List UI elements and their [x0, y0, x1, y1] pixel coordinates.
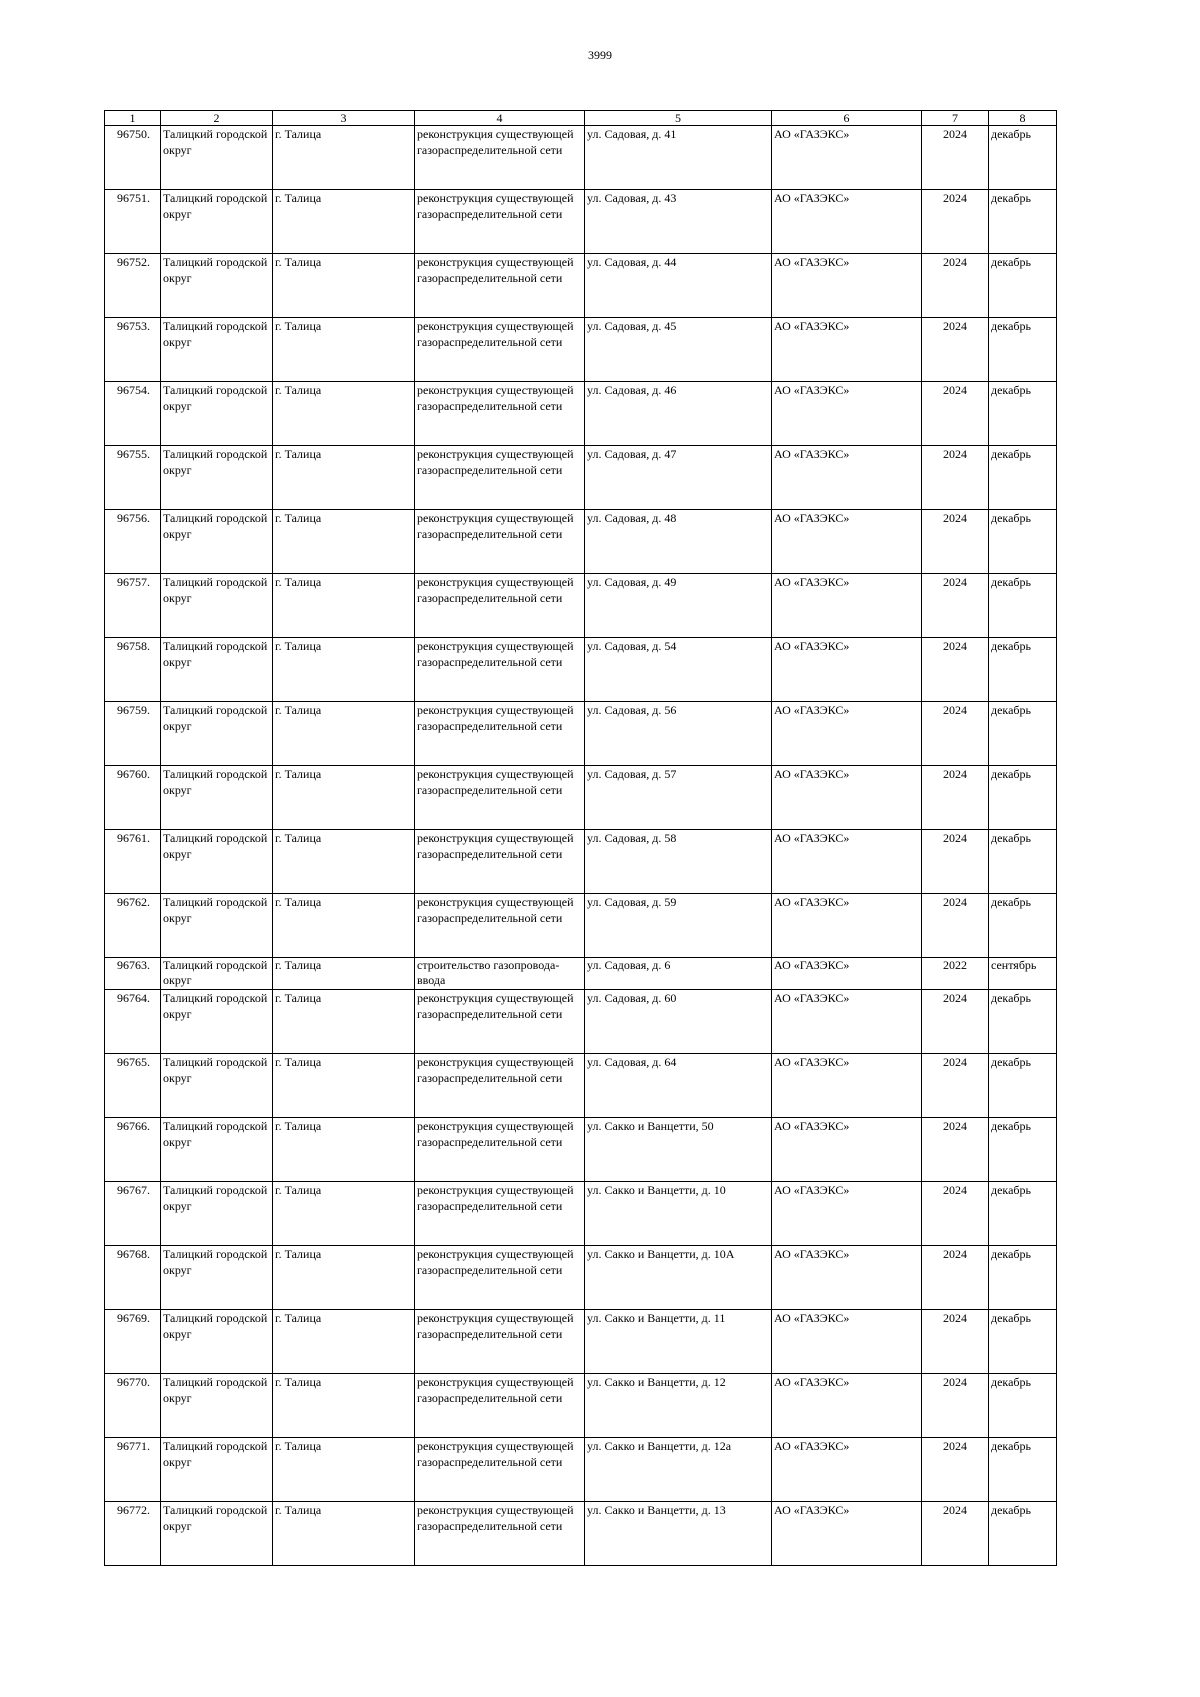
district-cell: Талицкий городской округ [161, 766, 273, 830]
work-type-cell: реконструкция существующей газораспределительной сети [415, 830, 585, 894]
organization-cell: АО «ГАЗЭКС» [772, 638, 922, 702]
row-number-cell: 96754. [105, 382, 161, 446]
row-number-cell: 96765. [105, 1054, 161, 1118]
table-row [105, 894, 1057, 958]
month-cell: декабрь [989, 382, 1057, 446]
locality-cell: г. Талица [273, 1438, 415, 1502]
month-cell: декабрь [989, 1438, 1057, 1502]
organization-cell: АО «ГАЗЭКС» [772, 1118, 922, 1182]
work-type-cell: реконструкция существующей газораспределительной сети [415, 638, 585, 702]
row-number-cell: 96766. [105, 1118, 161, 1182]
organization-cell: АО «ГАЗЭКС» [772, 318, 922, 382]
locality-cell: г. Талица [273, 126, 415, 190]
district-cell: Талицкий городской округ [161, 446, 273, 510]
row-number-cell: 96760. [105, 766, 161, 830]
row-number-cell: 96752. [105, 254, 161, 318]
address-cell: ул. Садовая, д. 59 [585, 894, 772, 958]
organization-cell: АО «ГАЗЭКС» [772, 894, 922, 958]
year-cell: 2024 [922, 1054, 989, 1118]
month-cell: декабрь [989, 318, 1057, 382]
year-cell: 2022 [922, 958, 989, 990]
work-type-cell: реконструкция существующей газораспределительной сети [415, 254, 585, 318]
work-type-cell: реконструкция существующей газораспределительной сети [415, 510, 585, 574]
table-row [105, 1054, 1057, 1118]
table-row [105, 638, 1057, 702]
locality-cell: г. Талица [273, 318, 415, 382]
district-cell: Талицкий городской округ [161, 126, 273, 190]
table-row [105, 766, 1057, 830]
district-cell: Талицкий городской округ [161, 958, 273, 990]
locality-cell: г. Талица [273, 1182, 415, 1246]
address-cell: ул. Садовая, д. 54 [585, 638, 772, 702]
year-cell: 2024 [922, 1246, 989, 1310]
organization-cell: АО «ГАЗЭКС» [772, 702, 922, 766]
row-number-cell: 96767. [105, 1182, 161, 1246]
district-cell: Талицкий городской округ [161, 1310, 273, 1374]
district-cell: Талицкий городской округ [161, 1118, 273, 1182]
organization-cell: АО «ГАЗЭКС» [772, 254, 922, 318]
organization-cell: АО «ГАЗЭКС» [772, 1182, 922, 1246]
table-row [105, 510, 1057, 574]
work-type-cell: реконструкция существующей газораспределительной сети [415, 1310, 585, 1374]
organization-cell: АО «ГАЗЭКС» [772, 958, 922, 990]
work-type-cell: реконструкция существующей газораспределительной сети [415, 446, 585, 510]
organization-cell: АО «ГАЗЭКС» [772, 1502, 922, 1566]
work-type-cell: реконструкция существующей газораспределительной сети [415, 766, 585, 830]
year-cell: 2024 [922, 990, 989, 1054]
month-cell: декабрь [989, 1118, 1057, 1182]
work-type-cell: реконструкция существующей газораспределительной сети [415, 1182, 585, 1246]
address-cell: ул. Садовая, д. 6 [585, 958, 772, 990]
district-cell: Талицкий городской округ [161, 830, 273, 894]
year-cell: 2024 [922, 702, 989, 766]
address-cell: ул. Сакко и Ванцетти, д. 10А [585, 1246, 772, 1310]
address-cell: ул. Садовая, д. 57 [585, 766, 772, 830]
organization-cell: АО «ГАЗЭКС» [772, 990, 922, 1054]
month-cell: декабрь [989, 1502, 1057, 1566]
address-cell: ул. Садовая, д. 58 [585, 830, 772, 894]
page-number: 3999 [588, 48, 612, 62]
address-cell: ул. Садовая, д. 41 [585, 126, 772, 190]
district-cell: Талицкий городской округ [161, 190, 273, 254]
district-cell: Талицкий городской округ [161, 1502, 273, 1566]
district-cell: Талицкий городской округ [161, 510, 273, 574]
year-cell: 2024 [922, 638, 989, 702]
month-cell: декабрь [989, 510, 1057, 574]
address-cell: ул. Садовая, д. 64 [585, 1054, 772, 1118]
row-number-cell: 96772. [105, 1502, 161, 1566]
year-cell: 2024 [922, 1374, 989, 1438]
column-header: 1 [105, 111, 161, 126]
work-type-cell: реконструкция существующей газораспределительной сети [415, 382, 585, 446]
table-row [105, 958, 1057, 990]
table-row [105, 574, 1057, 638]
work-type-cell: реконструкция существующей газораспределительной сети [415, 894, 585, 958]
table-body [105, 126, 1057, 1566]
work-type-cell: реконструкция существующей газораспределительной сети [415, 1054, 585, 1118]
month-cell: декабрь [989, 702, 1057, 766]
address-cell: ул. Садовая, д. 49 [585, 574, 772, 638]
district-cell: Талицкий городской округ [161, 1438, 273, 1502]
locality-cell: г. Талица [273, 990, 415, 1054]
row-number-cell: 96753. [105, 318, 161, 382]
district-cell: Талицкий городской округ [161, 1182, 273, 1246]
row-number-cell: 96771. [105, 1438, 161, 1502]
address-cell: ул. Садовая, д. 48 [585, 510, 772, 574]
district-cell: Талицкий городской округ [161, 574, 273, 638]
locality-cell: г. Талица [273, 1310, 415, 1374]
address-cell: ул. Садовая, д. 45 [585, 318, 772, 382]
organization-cell: АО «ГАЗЭКС» [772, 382, 922, 446]
table-row [105, 254, 1057, 318]
table-row [105, 702, 1057, 766]
locality-cell: г. Талица [273, 766, 415, 830]
district-cell: Талицкий городской округ [161, 1374, 273, 1438]
year-cell: 2024 [922, 574, 989, 638]
table-row [105, 190, 1057, 254]
work-type-cell: реконструкция существующей газораспределительной сети [415, 126, 585, 190]
year-cell: 2024 [922, 126, 989, 190]
organization-cell: АО «ГАЗЭКС» [772, 1246, 922, 1310]
row-number-cell: 96769. [105, 1310, 161, 1374]
month-cell: декабрь [989, 574, 1057, 638]
table-row [105, 990, 1057, 1054]
month-cell: декабрь [989, 126, 1057, 190]
address-cell: ул. Садовая, д. 47 [585, 446, 772, 510]
locality-cell: г. Талица [273, 1118, 415, 1182]
address-cell: ул. Сакко и Ванцетти, д. 13 [585, 1502, 772, 1566]
address-cell: ул. Садовая, д. 56 [585, 702, 772, 766]
work-type-cell: реконструкция существующей газораспределительной сети [415, 1246, 585, 1310]
table-row [105, 382, 1057, 446]
month-cell: декабрь [989, 638, 1057, 702]
row-number-cell: 96755. [105, 446, 161, 510]
month-cell: декабрь [989, 446, 1057, 510]
row-number-cell: 96756. [105, 510, 161, 574]
address-cell: ул. Сакко и Ванцетти, д. 12а [585, 1438, 772, 1502]
address-cell: ул. Сакко и Ванцетти, д. 12 [585, 1374, 772, 1438]
table-row [105, 318, 1057, 382]
work-type-cell: реконструкция существующей газораспределительной сети [415, 1118, 585, 1182]
address-cell: ул. Сакко и Ванцетти, д. 11 [585, 1310, 772, 1374]
row-number-cell: 96764. [105, 990, 161, 1054]
year-cell: 2024 [922, 382, 989, 446]
work-type-cell: реконструкция существующей газораспределительной сети [415, 990, 585, 1054]
row-number-cell: 96768. [105, 1246, 161, 1310]
organization-cell: АО «ГАЗЭКС» [772, 1310, 922, 1374]
column-header: 6 [772, 111, 922, 126]
table-row [105, 126, 1057, 190]
locality-cell: г. Талица [273, 574, 415, 638]
address-cell: ул. Садовая, д. 44 [585, 254, 772, 318]
column-header: 2 [161, 111, 273, 126]
locality-cell: г. Талица [273, 446, 415, 510]
organization-cell: АО «ГАЗЭКС» [772, 446, 922, 510]
year-cell: 2024 [922, 766, 989, 830]
locality-cell: г. Талица [273, 382, 415, 446]
table-row [105, 1438, 1057, 1502]
table-row [105, 1310, 1057, 1374]
month-cell: декабрь [989, 254, 1057, 318]
district-cell: Талицкий городской округ [161, 254, 273, 318]
organization-cell: АО «ГАЗЭКС» [772, 1438, 922, 1502]
row-number-cell: 96751. [105, 190, 161, 254]
year-cell: 2024 [922, 894, 989, 958]
table-row [105, 1118, 1057, 1182]
month-cell: декабрь [989, 1054, 1057, 1118]
address-cell: ул. Садовая, д. 60 [585, 990, 772, 1054]
organization-cell: АО «ГАЗЭКС» [772, 1054, 922, 1118]
organization-cell: АО «ГАЗЭКС» [772, 1374, 922, 1438]
locality-cell: г. Талица [273, 830, 415, 894]
year-cell: 2024 [922, 1118, 989, 1182]
row-number-cell: 96763. [105, 958, 161, 990]
locality-cell: г. Талица [273, 702, 415, 766]
table-row [105, 1246, 1057, 1310]
month-cell: декабрь [989, 766, 1057, 830]
district-cell: Талицкий городской округ [161, 990, 273, 1054]
month-cell: декабрь [989, 1310, 1057, 1374]
work-type-cell: реконструкция существующей газораспределительной сети [415, 574, 585, 638]
address-cell: ул. Садовая, д. 46 [585, 382, 772, 446]
locality-cell: г. Талица [273, 254, 415, 318]
month-cell: декабрь [989, 990, 1057, 1054]
year-cell: 2024 [922, 318, 989, 382]
organization-cell: АО «ГАЗЭКС» [772, 190, 922, 254]
month-cell: декабрь [989, 1374, 1057, 1438]
year-cell: 2024 [922, 1502, 989, 1566]
column-header: 5 [585, 111, 772, 126]
year-cell: 2024 [922, 446, 989, 510]
table-row [105, 830, 1057, 894]
row-number-cell: 96758. [105, 638, 161, 702]
district-cell: Талицкий городской округ [161, 382, 273, 446]
row-number-cell: 96761. [105, 830, 161, 894]
row-number-cell: 96750. [105, 126, 161, 190]
month-cell: декабрь [989, 894, 1057, 958]
year-cell: 2024 [922, 1438, 989, 1502]
work-type-cell: строительство газопровода-ввода [415, 958, 585, 990]
organization-cell: АО «ГАЗЭКС» [772, 574, 922, 638]
year-cell: 2024 [922, 510, 989, 574]
table-row [105, 1502, 1057, 1566]
locality-cell: г. Талица [273, 1374, 415, 1438]
month-cell: декабрь [989, 1246, 1057, 1310]
year-cell: 2024 [922, 254, 989, 318]
district-cell: Талицкий городской округ [161, 638, 273, 702]
organization-cell: АО «ГАЗЭКС» [772, 510, 922, 574]
work-type-cell: реконструкция существующей газораспределительной сети [415, 190, 585, 254]
district-cell: Талицкий городской округ [161, 1054, 273, 1118]
district-cell: Талицкий городской округ [161, 1246, 273, 1310]
work-type-cell: реконструкция существующей газораспределительной сети [415, 1502, 585, 1566]
locality-cell: г. Талица [273, 510, 415, 574]
work-type-cell: реконструкция существующей газораспределительной сети [415, 702, 585, 766]
locality-cell: г. Талица [273, 1054, 415, 1118]
column-header: 8 [989, 111, 1057, 126]
table-row [105, 1182, 1057, 1246]
year-cell: 2024 [922, 190, 989, 254]
organization-cell: АО «ГАЗЭКС» [772, 126, 922, 190]
row-number-cell: 96757. [105, 574, 161, 638]
organization-cell: АО «ГАЗЭКС» [772, 830, 922, 894]
work-type-cell: реконструкция существующей газораспределительной сети [415, 1374, 585, 1438]
year-cell: 2024 [922, 1182, 989, 1246]
year-cell: 2024 [922, 1310, 989, 1374]
locality-cell: г. Талица [273, 190, 415, 254]
organization-cell: АО «ГАЗЭКС» [772, 766, 922, 830]
locality-cell: г. Талица [273, 1502, 415, 1566]
row-number-cell: 96770. [105, 1374, 161, 1438]
work-type-cell: реконструкция существующей газораспределительной сети [415, 1438, 585, 1502]
address-cell: ул. Садовая, д. 43 [585, 190, 772, 254]
column-header: 7 [922, 111, 989, 126]
district-cell: Талицкий городской округ [161, 318, 273, 382]
month-cell: сентябрь [989, 958, 1057, 990]
row-number-cell: 96759. [105, 702, 161, 766]
month-cell: декабрь [989, 830, 1057, 894]
locality-cell: г. Талица [273, 1246, 415, 1310]
row-number-cell: 96762. [105, 894, 161, 958]
table-row [105, 1374, 1057, 1438]
locality-cell: г. Талица [273, 638, 415, 702]
year-cell: 2024 [922, 830, 989, 894]
column-header: 3 [273, 111, 415, 126]
data-table [104, 110, 1057, 1566]
table-row [105, 446, 1057, 510]
address-cell: ул. Сакко и Ванцетти, 50 [585, 1118, 772, 1182]
locality-cell: г. Талица [273, 894, 415, 958]
locality-cell: г. Талица [273, 958, 415, 990]
month-cell: декабрь [989, 1182, 1057, 1246]
address-cell: ул. Сакко и Ванцетти, д. 10 [585, 1182, 772, 1246]
work-type-cell: реконструкция существующей газораспределительной сети [415, 318, 585, 382]
column-header: 4 [415, 111, 585, 126]
column-number-row [105, 111, 1057, 126]
district-cell: Талицкий городской округ [161, 702, 273, 766]
month-cell: декабрь [989, 190, 1057, 254]
district-cell: Талицкий городской округ [161, 894, 273, 958]
